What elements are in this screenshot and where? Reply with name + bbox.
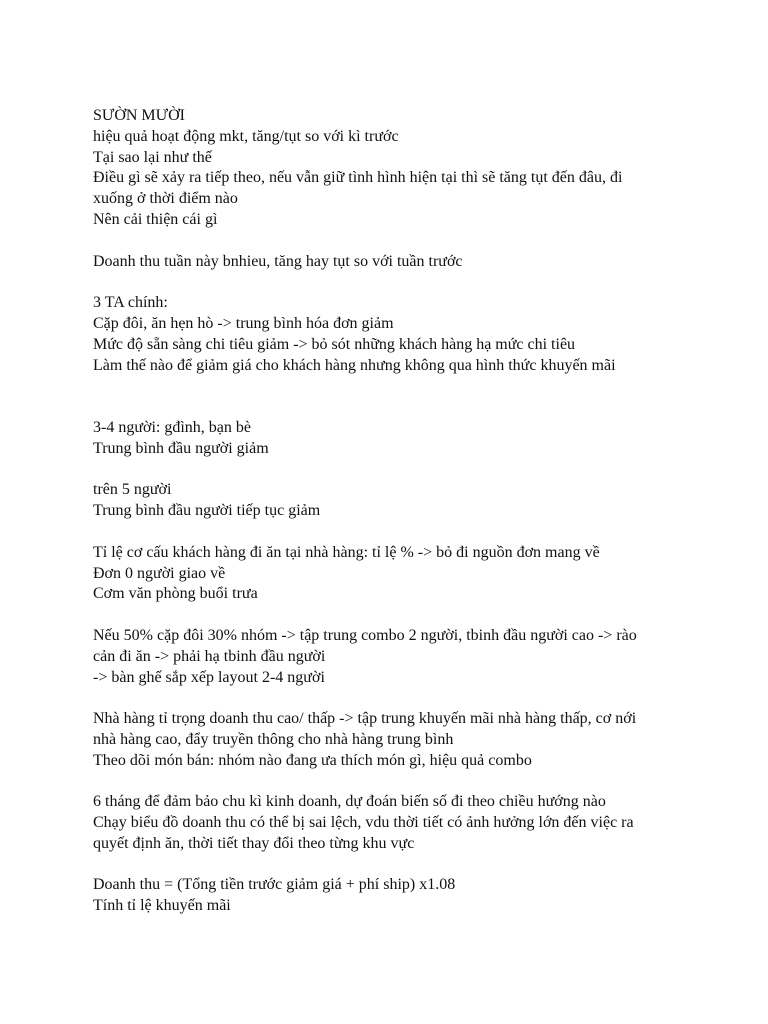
- ratio-line: Đơn 0 người giao về: [93, 564, 226, 582]
- group5-line: Trung bình đầu người tiếp tục giảm: [93, 502, 321, 520]
- ta-heading: 3 TA chính:: [93, 294, 168, 312]
- ta-line: Cặp đôi, ăn hẹn hò -> trung bình hóa đơn giảm: [93, 314, 394, 332]
- cycle-line: Chạy biểu đồ doanh thu có thể bị sai lệch, vdu thời tiết có ảnh hưởng lớn đến việc ra: [93, 814, 634, 832]
- restaurant-line: Theo dõi món bán: nhóm nào đang ưa thích món gì, hiệu quả combo: [93, 751, 532, 769]
- ratio-line: Cơm văn phòng buổi trưa: [93, 585, 258, 603]
- ta-line: Làm thế nào để giảm giá cho khách hàng nhưng không qua hình thức khuyến mãi: [93, 356, 616, 374]
- combo-line: cản đi ăn -> phải hạ tbinh đầu người: [93, 647, 326, 665]
- formula-line: Tính tỉ lệ khuyến mãi: [93, 897, 231, 915]
- intro-line: Tại sao lại như thế: [93, 148, 212, 166]
- blank-line: [93, 397, 693, 418]
- revenue-week-line: Doanh thu tuần này bnhieu, tăng hay tụt so với tuần trước: [93, 252, 463, 270]
- blank-line: [93, 231, 693, 252]
- intro-line: Nên cải thiện cái gì: [93, 210, 218, 228]
- blank-line: [93, 376, 693, 397]
- cycle-line: 6 tháng để đảm bảo chu kì kinh doanh, dự đoán biến số đi theo chiều hướng nào: [93, 793, 606, 811]
- intro-line: hiệu quả hoạt động mkt, tăng/tụt so với kì trước: [93, 127, 399, 145]
- combo-line: -> bàn ghế sắp xếp layout 2-4 người: [93, 668, 325, 686]
- blank-line: [93, 772, 693, 793]
- blank-line: [93, 522, 693, 543]
- formula-line: Doanh thu = (Tổng tiền trước giảm giá + phí ship) x1.08: [93, 876, 456, 894]
- blank-line: [93, 855, 693, 876]
- group34-line: Trung bình đầu người giảm: [93, 439, 269, 457]
- document-title: SƯỜN MƯỜI: [93, 107, 185, 124]
- group34-heading: 3-4 người: gđình, bạn bè: [93, 418, 251, 436]
- intro-line: xuống ở thời điểm nào: [93, 190, 238, 208]
- group5-heading: trên 5 người: [93, 481, 172, 499]
- combo-line: Nếu 50% cặp đôi 30% nhóm -> tập trung combo 2 người, tbinh đầu người cao -> rào: [93, 626, 637, 644]
- ta-line: Mức độ sẵn sàng chi tiêu giảm -> bỏ sót những khách hàng hạ mức chi tiêu: [93, 335, 576, 353]
- restaurant-line: nhà hàng cao, đẩy truyền thông cho nhà hàng trung bình: [93, 730, 454, 748]
- blank-line: [93, 272, 693, 293]
- intro-line: Điều gì sẽ xảy ra tiếp theo, nếu vẫn giữ tình hình hiện tại thì sẽ tăng tụt đến đâu, đi: [93, 169, 623, 187]
- cycle-line: quyết định ăn, thời tiết thay đổi theo từng khu vực: [93, 834, 415, 852]
- blank-line: [93, 605, 693, 626]
- ratio-line: Tỉ lệ cơ cấu khách hàng đi ăn tại nhà hàng: tỉ lệ % -> bỏ đi nguồn đơn mang về: [93, 543, 600, 561]
- blank-line: [93, 460, 693, 481]
- document-body: [93, 106, 693, 917]
- restaurant-line: Nhà hàng tỉ trọng doanh thu cao/ thấp -> tập trung khuyến mãi nhà hàng thấp, cơ nới: [93, 710, 637, 728]
- blank-line: [93, 688, 693, 709]
